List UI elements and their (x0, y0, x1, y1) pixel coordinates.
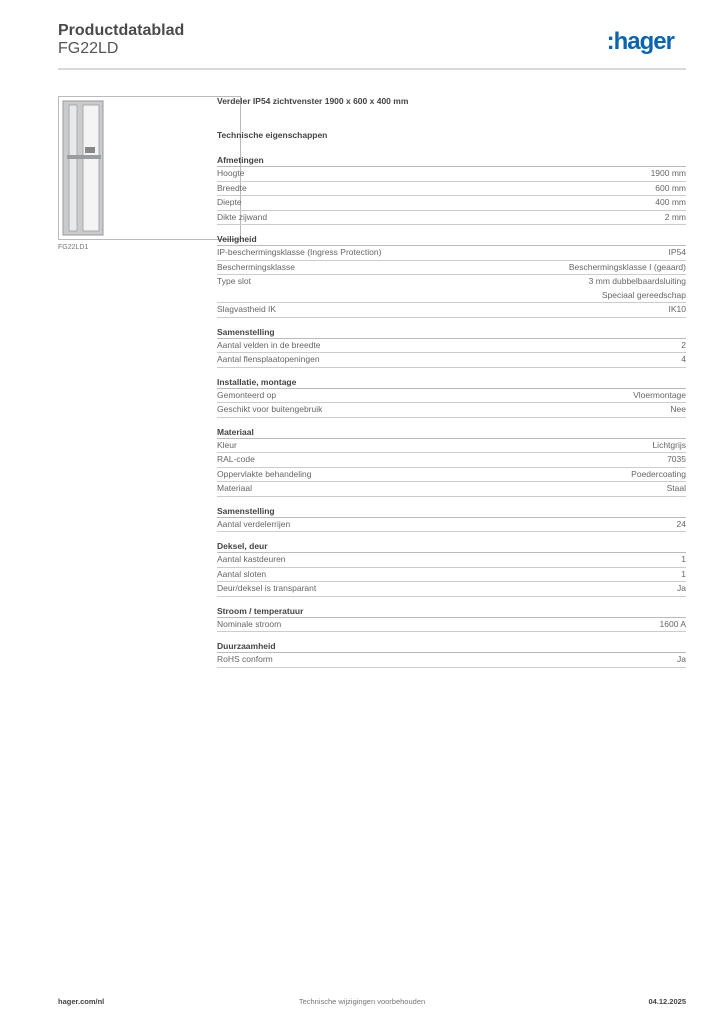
spec-label: Type slot (217, 276, 252, 286)
spec-sections (217, 154, 686, 668)
spec-row (217, 403, 686, 418)
section-heading: Materiaal (217, 426, 686, 439)
spec-section (217, 505, 686, 533)
spec-value: IP54 (668, 247, 686, 257)
page-title: Productdatablad (58, 22, 185, 39)
spec-value: Ja (677, 583, 686, 593)
spec-value: 1600 A (659, 618, 686, 629)
section-heading: Stroom / temperatuur (217, 605, 686, 618)
spec-label: RoHS conform (217, 654, 273, 664)
spec-section (217, 233, 686, 318)
spec-value: 7035 (667, 454, 686, 464)
spec-label: RAL-code (217, 454, 255, 464)
spec-label: Aantal sloten (217, 568, 267, 579)
spec-label: Deur/deksel is transparant (217, 583, 317, 593)
spec-label: Geschikt voor buitengebruik (217, 404, 323, 414)
spec-row (217, 261, 686, 276)
spec-section (217, 640, 686, 668)
spec-section (217, 426, 686, 497)
spec-value: 400 mm (655, 197, 686, 207)
spec-value: Nee (670, 404, 686, 414)
header-divider (58, 68, 686, 70)
product-code: FG22LD (58, 40, 119, 57)
product-image (58, 96, 241, 240)
hager-logo: :hager (606, 28, 674, 55)
spec-label: Gemonteerd op (217, 389, 277, 400)
spec-label: Kleur (217, 439, 237, 450)
spec-label: Aantal verdelerrijen (217, 518, 291, 529)
spec-value: 600 mm (655, 182, 686, 193)
spec-section (217, 540, 686, 597)
spec-value: 2 mm (664, 211, 686, 222)
spec-value: Lichtgrijs (652, 439, 686, 450)
tech-heading: Technische eigenschappen (217, 130, 328, 140)
spec-label: Aantal flensplaatopeningen (217, 354, 320, 364)
section-heading: Duurzaamheid (217, 640, 686, 653)
spec-section (217, 326, 686, 368)
spec-value: 3 mm dubbelbaardsluiting Speciaal gereedschap (588, 276, 686, 300)
section-heading: Samenstelling (217, 326, 686, 339)
spec-row (217, 518, 686, 533)
section-heading: Deksel, deur (217, 540, 686, 553)
spec-value: 24 (676, 518, 686, 529)
spec-row (217, 339, 686, 354)
spec-value: Ja (677, 654, 686, 664)
spec-value: Poedercoating (631, 468, 686, 479)
spec-value: 1 (681, 568, 686, 579)
spec-label: Aantal kastdeuren (217, 554, 286, 564)
spec-row (217, 389, 686, 404)
spec-label: Breedte (217, 182, 247, 193)
spec-value: Beschermingsklasse I (geaard) (568, 261, 686, 272)
spec-row (217, 196, 686, 211)
spec-row (217, 568, 686, 583)
spec-row (217, 439, 686, 454)
spec-section (217, 605, 686, 633)
spec-row (217, 453, 686, 468)
cabinet-illustration (59, 97, 240, 239)
spec-row (217, 303, 686, 318)
section-heading: Afmetingen (217, 154, 686, 167)
spec-label: Slagvastheid IK (217, 304, 277, 314)
spec-value: Staal (666, 483, 686, 493)
spec-value: 2 (681, 339, 686, 350)
spec-value: IK10 (668, 304, 686, 314)
footer-url[interactable]: hager.com/nl (58, 997, 105, 1006)
image-caption: FG22LD1 (58, 244, 89, 251)
spec-row (217, 582, 686, 597)
spec-row (217, 167, 686, 182)
spec-row (217, 618, 686, 633)
spec-row (217, 482, 686, 497)
spec-row (217, 468, 686, 483)
section-heading: Samenstelling (217, 505, 686, 518)
section-heading: Installatie, montage (217, 376, 686, 389)
spec-label: Aantal velden in de breedte (217, 339, 321, 350)
spec-label: IP-beschermingsklasse (Ingress Protection) (217, 247, 382, 257)
spec-row (217, 246, 686, 261)
spec-label: Dikte zijwand (217, 211, 268, 222)
spec-label: Hoogte (217, 168, 245, 178)
spec-value: 1 (681, 554, 686, 564)
spec-value: 1900 mm (650, 168, 686, 178)
spec-section (217, 154, 686, 225)
spec-row (217, 553, 686, 568)
footer-date: 04.12.2025 (648, 997, 686, 1006)
spec-label: Nominale stroom (217, 618, 282, 629)
spec-row (217, 211, 686, 226)
spec-row (217, 275, 686, 303)
spec-area (217, 96, 686, 676)
spec-value: 4 (681, 354, 686, 364)
spec-value: Vloermontage (633, 389, 686, 400)
spec-label: Oppervlakte behandeling (217, 468, 312, 479)
spec-row (217, 182, 686, 197)
spec-label: Diepte (217, 197, 242, 207)
spec-section (217, 376, 686, 418)
spec-label: Beschermingsklasse (217, 261, 295, 272)
spec-row (217, 653, 686, 668)
footer-note: Technische wijzigingen voorbehouden (298, 997, 426, 1006)
product-title: Verdeler IP54 zichtvenster 1900 x 600 x 400 mm (217, 96, 409, 106)
spec-label: Materiaal (217, 483, 252, 493)
spec-row (217, 353, 686, 368)
section-heading: Veiligheid (217, 233, 686, 246)
